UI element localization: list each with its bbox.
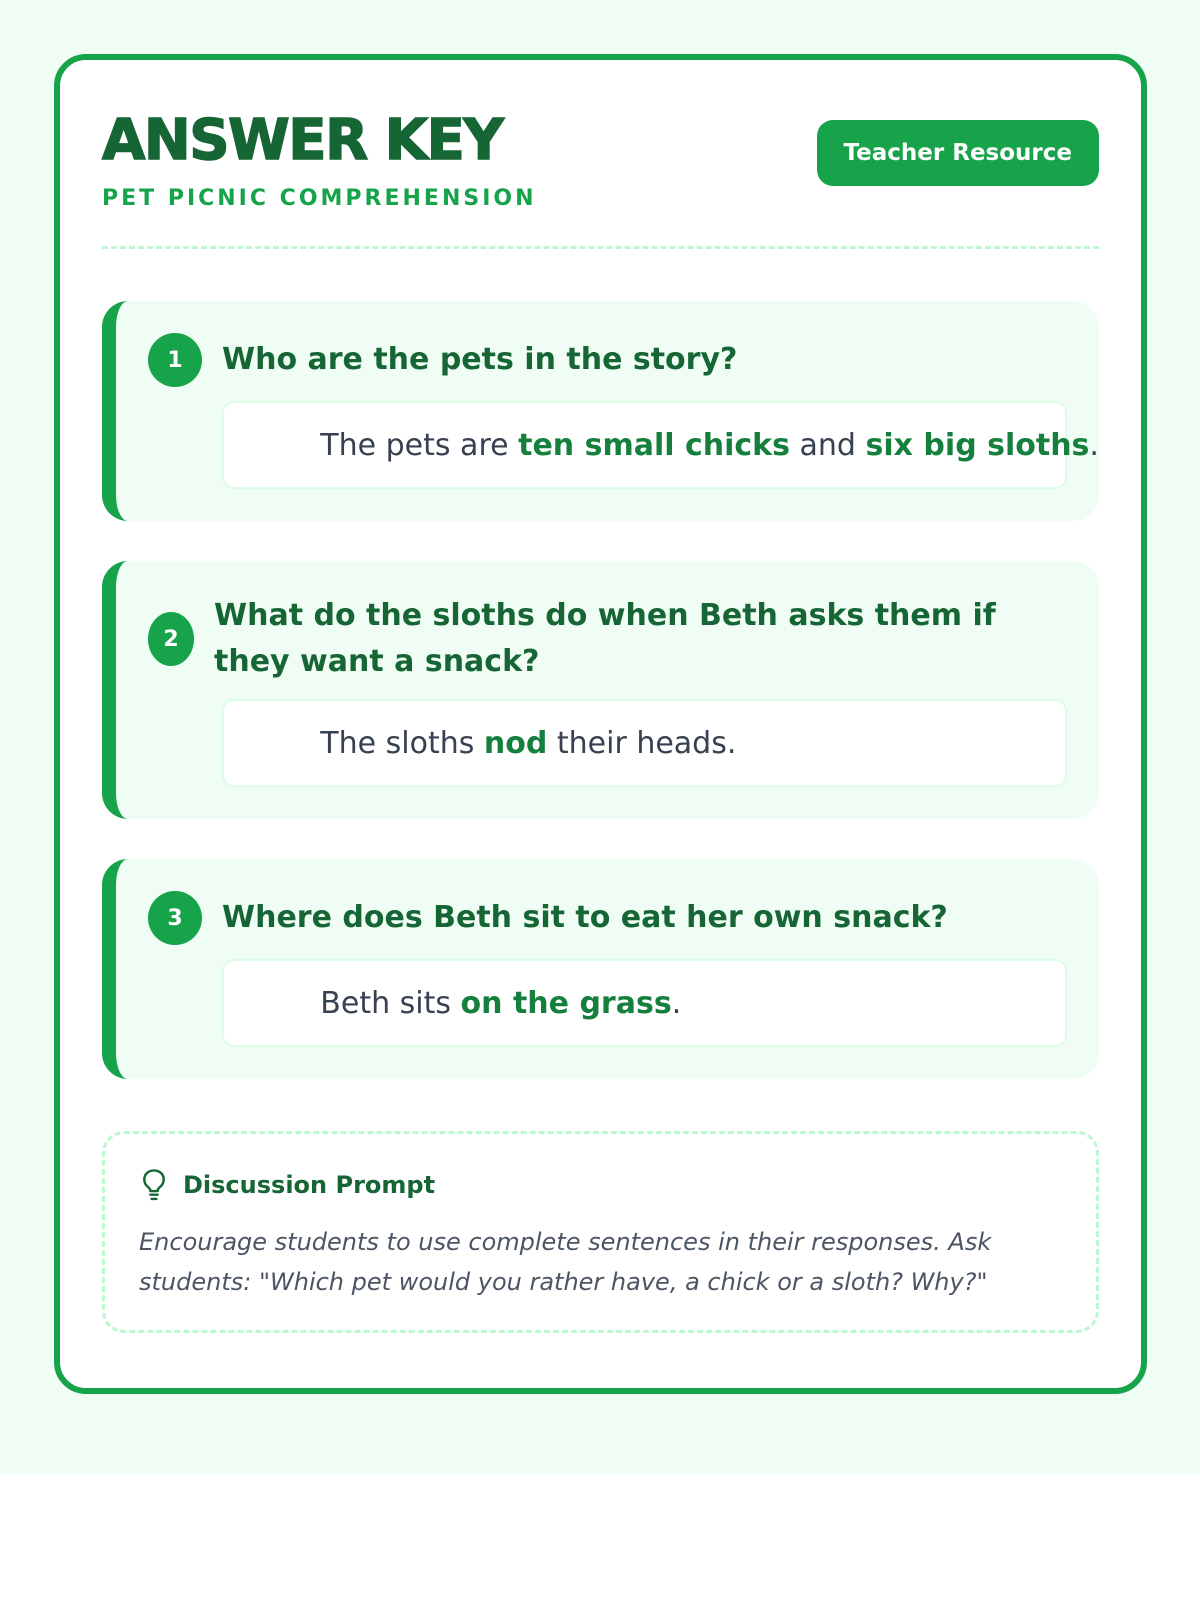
answer-highlight: nod (483, 725, 548, 761)
question-header (148, 333, 1067, 387)
answer-key-card (54, 54, 1147, 1394)
discussion-prompt-box (102, 1131, 1099, 1333)
answer-text: . (1089, 427, 1099, 463)
answer-box (222, 401, 1099, 489)
question-text: Who are the pets in the story? (222, 342, 738, 377)
answer-box (222, 959, 1067, 1047)
answer-text: . (671, 985, 682, 1021)
page-title: ANSWER KEY (102, 108, 503, 173)
answer-text: Beth sits (320, 985, 461, 1021)
question-text: Where does Beth sit to eat her own snack? (222, 900, 948, 935)
question-number-badge: 3 (148, 891, 202, 945)
question-card-3 (102, 859, 1099, 1079)
answer-text: The pets are (320, 427, 519, 463)
discussion-prompt-header (139, 1168, 1062, 1202)
answer-text: The sloths (320, 725, 484, 761)
answer-box (222, 699, 1067, 787)
answer-highlight: on the grass (460, 985, 672, 1021)
page-subtitle: PET PICNIC COMPREHENSION (102, 186, 537, 211)
question-card-1 (102, 301, 1099, 521)
header-divider (102, 246, 1099, 249)
answer-highlight: six big sloths (865, 427, 1090, 463)
discussion-prompt-title: Discussion Prompt (183, 1171, 436, 1199)
question-header (148, 891, 1067, 945)
teacher-resource-badge: Teacher Resource (817, 120, 1099, 186)
question-card-2 (102, 561, 1099, 819)
answer-text: their heads. (547, 725, 737, 761)
question-header (148, 593, 1067, 685)
answer-highlight: ten small chicks (518, 427, 790, 463)
header (102, 104, 1099, 236)
answer-text: and (789, 427, 866, 463)
discussion-prompt-text: Encourage students to use complete sentences in their responses. Ask students: "Which pet would you rather have, a chick or a sloth? Why?" (139, 1228, 992, 1296)
question-text: What do the sloths do when Beth asks them if they want a snack? (214, 598, 996, 679)
lightbulb-icon (139, 1168, 169, 1202)
question-number-badge: 2 (148, 612, 194, 666)
question-number-badge: 1 (148, 333, 202, 387)
